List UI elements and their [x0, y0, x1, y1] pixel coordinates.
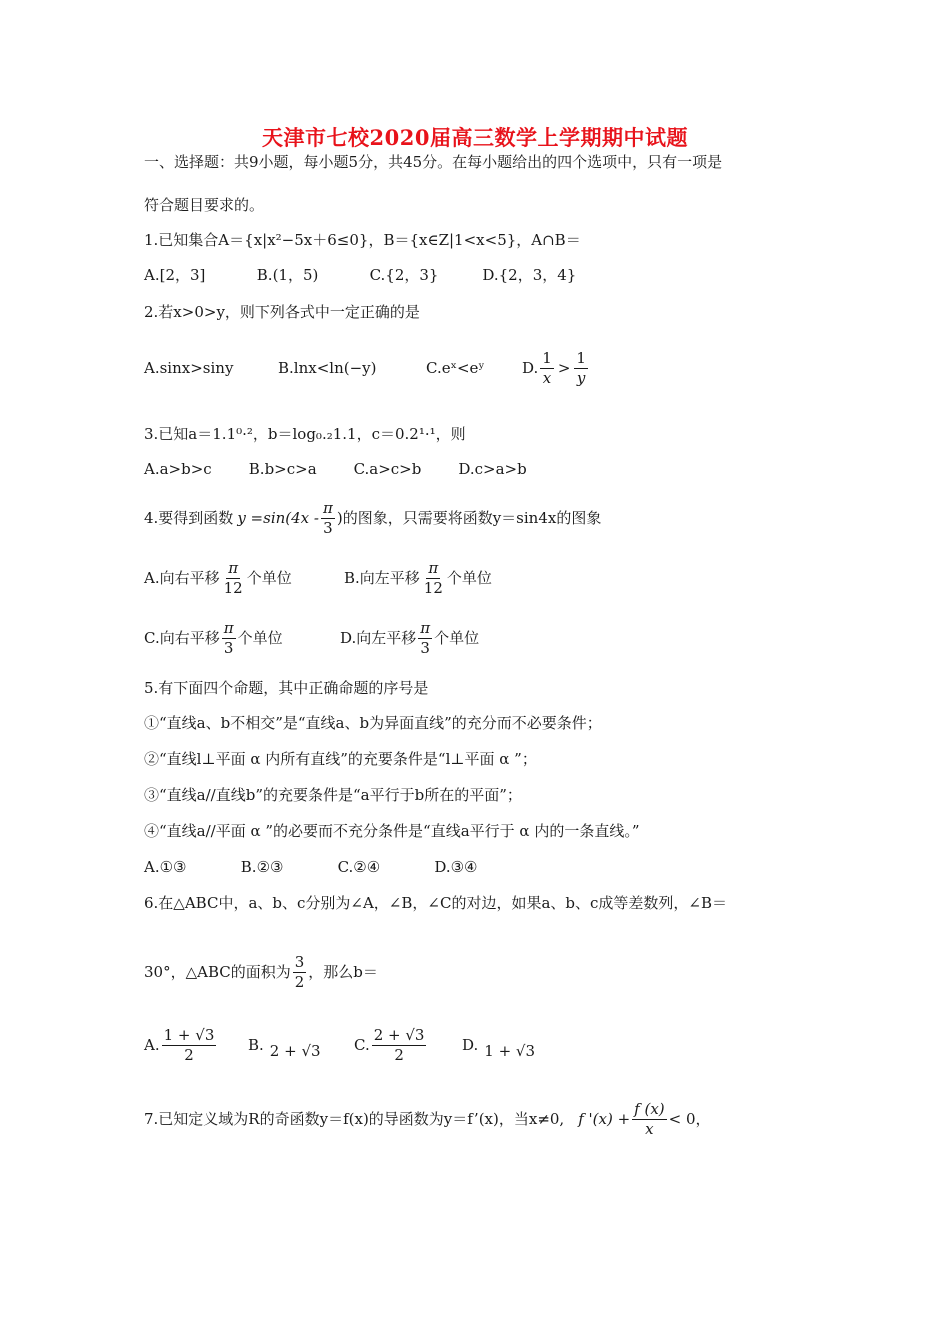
question-4-option-c[interactable] [144, 619, 340, 658]
question-5-option-d[interactable]: D.③④ [434, 858, 478, 876]
question-5-option-b[interactable]: B.②③ [240, 858, 284, 876]
question-7-stem [144, 1096, 711, 1142]
question-4-option-b[interactable] [344, 559, 492, 598]
fraction-denominator: x [542, 368, 552, 387]
option-text: 个单位 [446, 569, 492, 587]
question-6-option-a[interactable] [144, 1026, 248, 1065]
question-2-option-c[interactable]: C.eˣ<eʸ [426, 359, 485, 377]
question-7-formula-pre: f '(x) + [578, 1110, 631, 1128]
page-title: 天津市七校2020届高三数学上学期期中试题 [262, 125, 688, 150]
fraction-numerator: π [223, 618, 234, 637]
question-4-stem [144, 496, 601, 540]
fraction-pi-over-12 [422, 559, 445, 598]
fraction-pi-over-12 [222, 559, 245, 598]
section-intro-line2: 符合题目要求的。 [144, 196, 265, 214]
question-1-stem: 1.已知集合A＝{x|x²−5x＋6≤0}，B＝{x∈Z|1<x<5}，A∩B＝ [144, 231, 581, 249]
question-3-options [144, 459, 527, 479]
question-2-stem: 2.若x>0>y，则下列各式中一定正确的是 [144, 303, 420, 321]
question-4-options-row2 [144, 616, 479, 660]
question-1-options [144, 265, 576, 285]
fraction-numerator: π [428, 558, 439, 577]
question-3-stem: 3.已知a＝1.1⁰·²，b＝log₀.₂1.1，c＝0.2¹·¹，则 [144, 425, 466, 443]
question-2-option-d[interactable] [522, 349, 590, 388]
question-6-stem-line2 [144, 950, 378, 994]
question-1-option-c[interactable]: C.{2，3} [369, 266, 439, 284]
fraction-denominator: 2 [394, 1045, 404, 1064]
fraction-1-plus-sqrt3-over-2 [162, 1026, 217, 1065]
question-2-options [144, 346, 590, 390]
fraction-1-over-x [540, 349, 554, 388]
option-text: 个单位 [237, 629, 283, 647]
question-5-options [144, 857, 478, 877]
fraction-numerator: π [322, 498, 333, 517]
option-text: A.向右平移 [144, 569, 220, 587]
option-text: C.向右平移 [144, 629, 220, 647]
question-6-option-c[interactable] [354, 1026, 462, 1065]
option-text: 个单位 [434, 629, 480, 647]
question-2-option-b[interactable]: B.lnx<ln(−y) [278, 359, 377, 377]
fraction-numerator: π [420, 618, 431, 637]
question-1-option-a[interactable]: A.[2，3] [144, 266, 206, 284]
question-7-stem-pre: 7.已知定义域为R的奇函数y＝f(x)的导函数为y＝f’(x)，当x≠0, [144, 1110, 565, 1128]
question-3-option-b[interactable]: B.b>c>a [248, 460, 317, 478]
question-4-formula-post: ) [336, 509, 343, 527]
fraction-numerator: f (x) [634, 1099, 665, 1118]
question-5-item-3: ③“直线a//直线b”的充要条件是“a平行于b所在的平面”； [144, 786, 522, 804]
option-value: 2 + √3 [269, 1042, 321, 1060]
question-4-formula-pre: y =sin(4x - [237, 509, 319, 527]
fraction-denominator: y [576, 368, 586, 387]
question-5-option-c[interactable]: C.②④ [337, 858, 381, 876]
question-6-stem-post: ，那么b＝ [308, 963, 378, 981]
question-4-option-a[interactable] [144, 559, 344, 598]
fraction-numerator: 1 + √3 [163, 1025, 215, 1044]
option-text: D.向左平移 [340, 629, 417, 647]
question-1-option-d[interactable]: D.{2，3，4} [482, 266, 577, 284]
option-d-label: D. [522, 359, 539, 377]
section-intro-line1: 一、选择题：共9小题，每小题5分，共45分。在每小题给出的四个选项中，只有一项是 [144, 153, 723, 171]
question-6-stem-pre: 30°，△ABC的面积为 [144, 963, 291, 981]
fraction-pi-over-3 [418, 619, 432, 658]
option-label: A. [144, 1036, 160, 1054]
question-5-item-1: ①“直线a、b不相交”是“直线a、b为异面直线”的充分而不必要条件； [144, 714, 602, 732]
question-6-stem-line1: 6.在△ABC中，a、b、c分别为∠A，∠B，∠C的对边，如果a、b、c成等差数列，∠B＝ [144, 894, 727, 912]
option-label: B. [248, 1036, 264, 1054]
fraction-numerator: 1 [542, 348, 552, 367]
question-4-options-row1 [144, 556, 492, 600]
fraction-fx-over-x [632, 1100, 666, 1139]
option-text: B.向左平移 [344, 569, 420, 587]
fraction-denominator: 12 [423, 578, 443, 597]
question-5-option-a[interactable]: A.①③ [144, 858, 187, 876]
fraction-pi-over-3 [321, 499, 335, 538]
fraction-numerator: 2 + √3 [373, 1025, 425, 1044]
fraction-2-plus-sqrt3-over-2 [372, 1026, 427, 1065]
question-3-option-a[interactable]: A.a>b>c [144, 460, 212, 478]
question-4-stem-pre: 4.要得到函数 [144, 509, 234, 527]
fraction-denominator: 2 [184, 1045, 194, 1064]
fraction-3-over-2 [293, 953, 307, 992]
question-5-stem: 5.有下面四个命题，其中正确命题的序号是 [144, 679, 429, 697]
question-3-option-c[interactable]: C.a>c>b [353, 460, 422, 478]
fraction-denominator: 12 [223, 578, 243, 597]
question-6-options [144, 1022, 535, 1068]
question-2-option-a[interactable]: A.sinx>siny [144, 359, 234, 377]
fraction-pi-over-3 [222, 619, 236, 658]
question-4-stem-post: 的图象，只需要将函数y＝sin4x的图象 [342, 509, 602, 527]
option-label: D. [462, 1036, 479, 1054]
question-4-option-d[interactable] [340, 619, 479, 658]
fraction-denominator: 3 [323, 518, 333, 537]
option-label: C. [354, 1036, 370, 1054]
question-6-option-b[interactable] [248, 1029, 354, 1061]
greater-than-sign: > [557, 359, 571, 377]
fraction-denominator: 2 [294, 972, 305, 991]
fraction-denominator: 3 [420, 638, 430, 657]
fraction-1-over-y [574, 349, 588, 388]
question-5-item-4: ④“直线a//平面 α ”的必要而不充分条件是“直线a平行于 α 内的一条直线。” [144, 822, 640, 840]
question-7-formula-post: < 0， [668, 1110, 711, 1128]
question-1-option-b[interactable]: B.(1，5) [256, 266, 319, 284]
question-6-option-d[interactable] [462, 1029, 535, 1061]
fraction-denominator: x [645, 1119, 654, 1138]
fraction-numerator: 3 [294, 952, 305, 971]
question-3-option-d[interactable]: D.c>a>b [458, 460, 527, 478]
option-value: 1 + √3 [484, 1042, 536, 1060]
option-text: 个单位 [246, 569, 292, 587]
fraction-numerator: π [228, 558, 239, 577]
fraction-numerator: 1 [576, 348, 586, 367]
question-5-item-2: ②“直线l⊥平面 α 内所有直线”的充要条件是“l⊥平面 α ”； [144, 750, 537, 768]
fraction-denominator: 3 [223, 638, 234, 657]
